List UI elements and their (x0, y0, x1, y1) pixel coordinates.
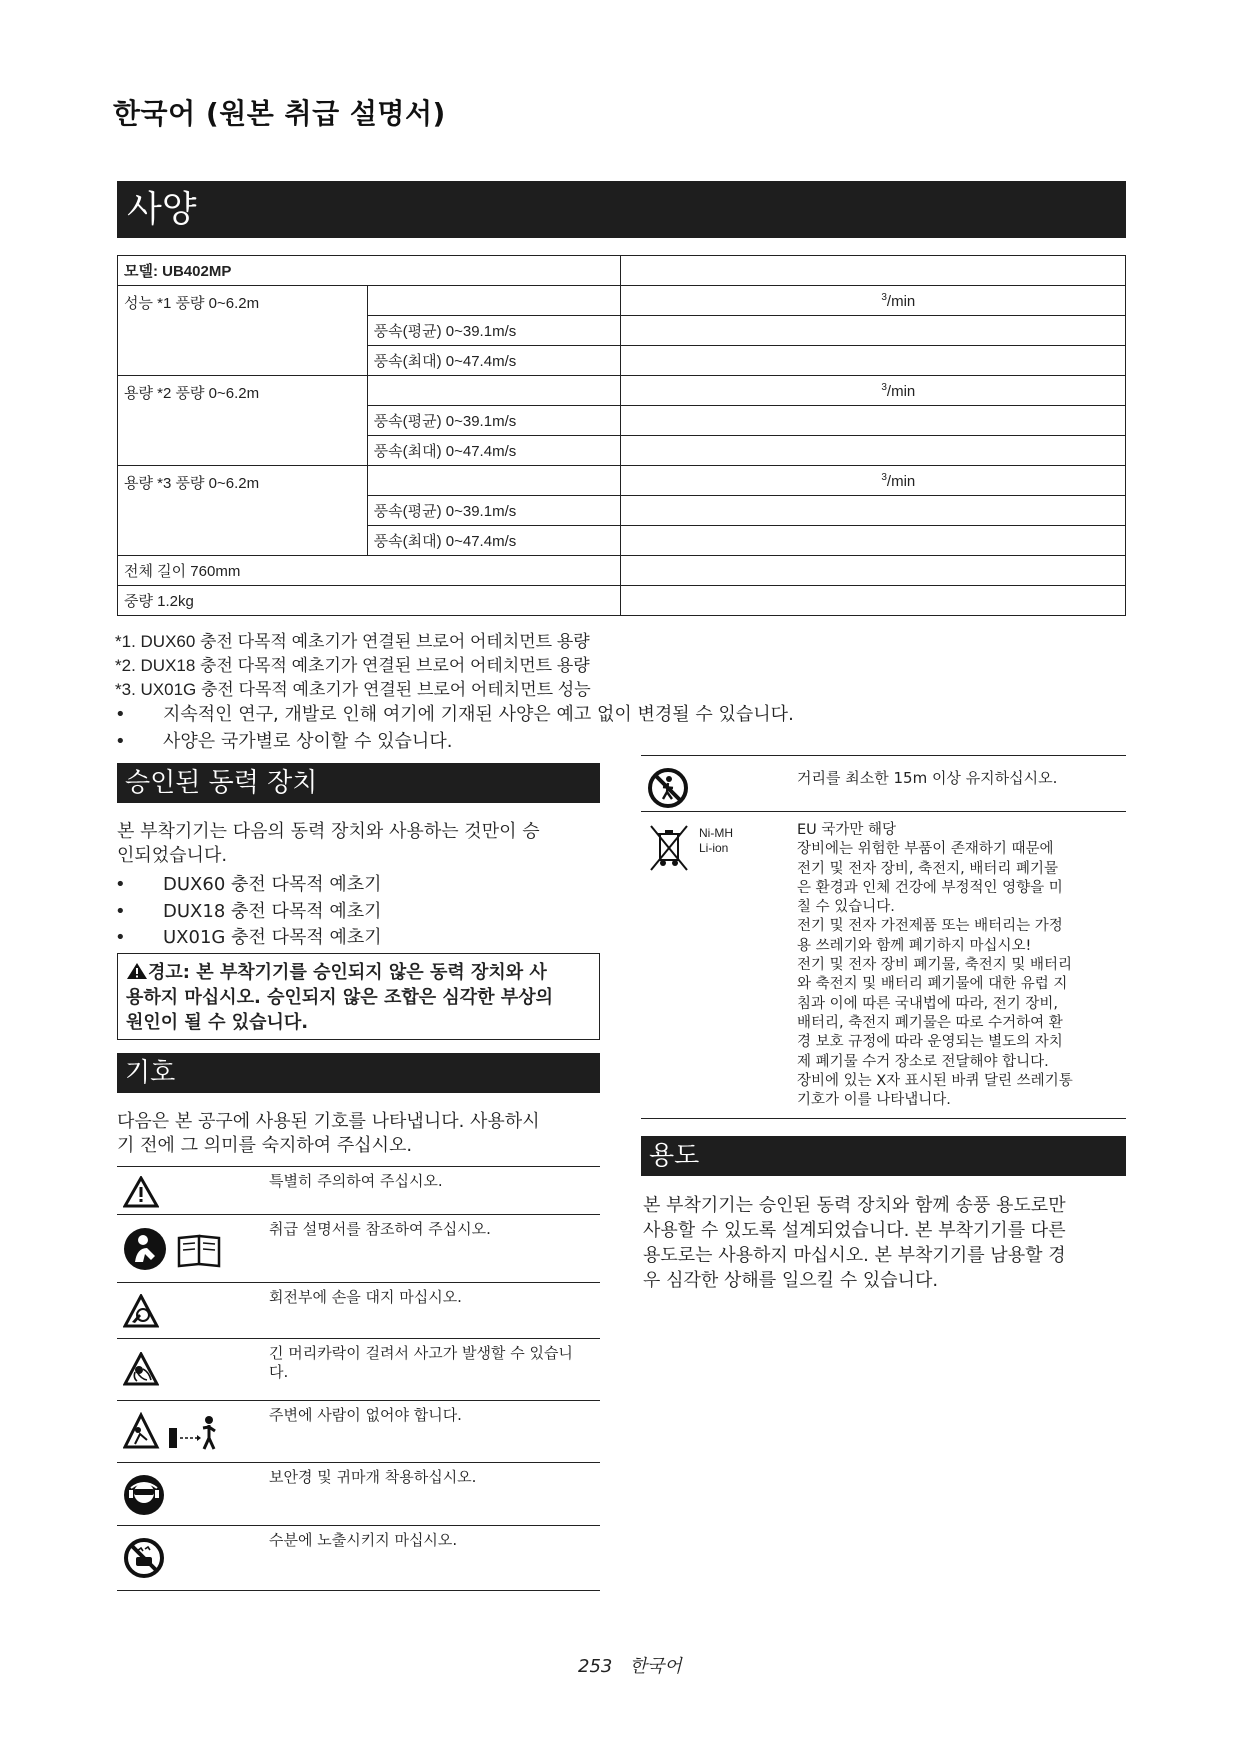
weight: 중량 1.2kg (118, 586, 621, 616)
footnote: *3. UX01G 충전 다목적 예초기가 연결된 브로어 어테치먼트 성능 (115, 680, 591, 699)
symbols-intro: 다음은 본 공구에 사용된 기호를 나타냅니다. 사용하시 기 전에 그 의미를 숙지하여 주십시오. (117, 1111, 540, 1156)
list-item: • DUX18 충전 다목적 예초기 (115, 901, 382, 922)
avg-speed: 풍속(평균) 0~39.1m/s (367, 316, 621, 346)
spec-table (117, 255, 1126, 616)
spec-group-label: 성능 *1 풍량 0~6.2m (118, 286, 368, 376)
power-units-intro: 본 부착기기는 다음의 동력 장치와 사용하는 것만이 승 인되었습니다. (117, 821, 540, 866)
distance-text: 거리를 최소한 15m 이상 유지하십시오. (797, 769, 1058, 787)
eye-ear-protection-icon (123, 1474, 165, 1516)
symbol-row: 취급 설명서를 참조하여 주십시오. (117, 1214, 600, 1283)
table-row (118, 256, 1126, 286)
symbol-row: 긴 머리카락이 걸려서 사고가 발생할 수 있습니다. (117, 1338, 600, 1401)
list-item: • 사양은 국가별로 상이할 수 있습니다. (115, 731, 453, 752)
list-item: • DUX60 충전 다목적 예초기 (115, 874, 382, 895)
spec-banner: 사양 (117, 181, 1126, 238)
no-bystanders-icon (648, 768, 688, 808)
flow-unit: $^3$/min (621, 376, 1126, 406)
list-item: • 지속적인 연구, 개발로 인해 여기에 기재된 사양은 예고 없이 변경될 수 있습니다. (115, 704, 794, 725)
overall-length: 전체 길이 760mm (118, 556, 621, 586)
max-speed: 풍속(최대) 0~47.4m/s (367, 436, 621, 466)
symbols-heading: 기호 (117, 1053, 600, 1093)
weee-disposal-text: EU 국가만 해당 장비에는 위험한 부품이 존재하기 때문에 전기 및 전자 장비, 축전지, 배터리 폐기물 은 환경과 인체 건강에 부정적인 영향을 미 칠 수 있습니다. 전기 및 전자 가전제품 또는 배터리는 가정 용 쓰레기와 함께 폐기하지 마십시오! 전기 및 전자 장비 폐기물, 축전지 및 배터리 와 축전지 및 배터리 폐기물에 대한 유럽 지 침과 이에 따른 국내법에 따라, 전기 장비, 배터리, 축전지 폐기물은 따로 수거하여 환 경 보호 규정에 따라 운영되는 별도의 자치 제 폐기물 수거 장소로 전달해야 합니다. 장비에 있는 X자 표시된 바퀴 달린 쓰레기통 기호가 이를 나타냅니다. (797, 822, 1073, 1109)
no-water-exposure-icon (123, 1537, 165, 1579)
symbol-row: 주변에 사람이 없어야 합니다. (117, 1400, 600, 1463)
crossed-bin-icon (647, 824, 691, 872)
flow-unit: $^3$/min (621, 466, 1126, 496)
symbol-row: 수분에 노출시키지 마십시오. (117, 1525, 600, 1591)
page-footer (578, 1652, 682, 1678)
flow-unit: $^3$/min (621, 286, 1126, 316)
keep-bystanders-away-icon (123, 1412, 223, 1452)
warning-triangle-icon (123, 1176, 159, 1208)
power-units-heading: 승인된 동력 장치 (117, 763, 600, 803)
list-item: • UX01G 충전 다목적 예초기 (115, 927, 382, 948)
table-row (118, 466, 1126, 496)
warning-triangle-icon (126, 962, 148, 980)
table-row (118, 376, 1126, 406)
table-row (118, 556, 1126, 586)
rotating-parts-hand-icon (123, 1294, 159, 1328)
footnotes (115, 630, 591, 702)
avg-speed: 풍속(평균) 0~39.1m/s (367, 496, 621, 526)
usage-text: 본 부착기기는 승인된 동력 장치와 함께 송풍 용도로만 사용할 수 있도록 설계되었습니다. 본 부착기기를 다른 용도로는 사용하지 마십시오. 본 부착기기를 남용할 경 우 심각한 상해를 일으킬 수 있습니다. (643, 1195, 1066, 1291)
page-title: 한국어 (원본 취급 설명서) (113, 97, 446, 130)
read-manual-icon (123, 1226, 223, 1272)
symbol-row: 특별히 주의하여 주십시오. (117, 1166, 600, 1215)
avg-speed: 풍속(평균) 0~39.1m/s (367, 406, 621, 436)
usage-heading: 용도 (641, 1136, 1126, 1176)
model-label: 모델: UB402MP (118, 256, 621, 286)
spec-group-label: 용량 *3 풍량 0~6.2m (118, 466, 368, 556)
page-number: 253 (578, 1656, 613, 1677)
symbol-row: 보안경 및 귀마개 착용하십시오. (117, 1462, 600, 1526)
spec-group-label: 용량 *2 풍량 0~6.2m (118, 376, 368, 466)
max-speed: 풍속(최대) 0~47.4m/s (367, 346, 621, 376)
table-row (118, 586, 1126, 616)
footer-language: 한국어 (629, 1656, 682, 1677)
footnote: *2. DUX18 충전 다목적 예초기가 연결된 브로어 어테치먼트 용량 (115, 656, 590, 675)
warning-box: 경고: 본 부착기기를 승인되지 않은 동력 장치와 사 용하지 마십시오. 승인되지 않은 조합은 심각한 부상의 원인이 될 수 있습니다. (117, 953, 600, 1040)
table-row (118, 286, 1126, 316)
battery-types: Ni-MH Li-ion (699, 826, 733, 855)
symbol-row: 회전부에 손을 대지 마십시오. (117, 1282, 600, 1339)
footnote: *1. DUX60 충전 다목적 예초기가 연결된 브로어 어테치먼트 용량 (115, 632, 590, 651)
hair-entanglement-icon (123, 1352, 159, 1386)
max-speed: 풍속(최대) 0~47.4m/s (367, 526, 621, 556)
